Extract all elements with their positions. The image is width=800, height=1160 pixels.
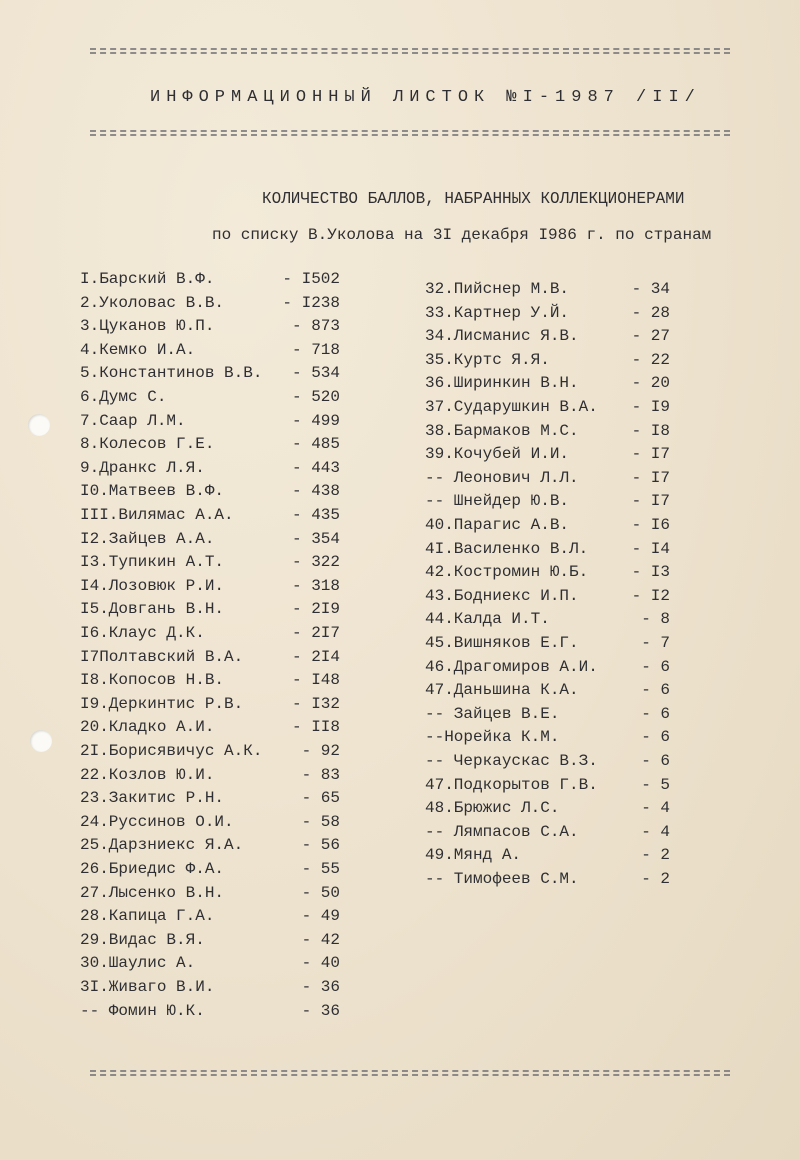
collector-score: - 2I9 [291,600,340,619]
list-item [80,860,370,882]
collector-score: - 34 [631,280,670,298]
collector-name: 32.Пийснер М.В. [425,280,570,298]
list-item [80,577,370,599]
list-item [425,374,680,396]
bottom-divider [90,1070,730,1076]
list-item [425,563,680,585]
list-item [80,789,370,811]
collector-name: 26.Бриедис Ф.А. [80,860,225,878]
collector-score: - 499 [291,411,340,430]
collector-score: - 22 [631,350,670,369]
collector-score: - 322 [291,553,340,572]
collector-name: 28.Капица Г.А. [80,907,215,926]
collector-score: - 6 [641,752,670,770]
list-item [425,728,680,750]
collector-score: - 40 [301,954,340,973]
collector-name: 43.Бодниекс И.П. [425,586,579,605]
collector-score: - 49 [301,907,340,926]
list-item [80,836,370,858]
list-item [425,304,680,326]
collector-name: I4.Лозовюк Р.И. [80,576,225,595]
list-item [80,624,370,646]
collector-score: - I9 [631,398,670,416]
collector-score: - 28 [631,303,670,322]
list-item [80,553,370,575]
collector-score: - 2I4 [291,647,340,666]
list-item [425,610,680,632]
collector-name: 23.Закитис Р.Н. [80,789,225,808]
collector-name: 7.Саар Л.М. [80,411,186,430]
list-item [425,516,680,538]
collector-score: - I48 [291,671,340,690]
collector-name: 30.Шаулис А. [80,954,196,973]
collector-score: - 2 [641,846,670,865]
list-item [425,445,680,467]
list-item [80,341,370,363]
list-item [80,884,370,906]
collector-name: III.Вилямас А.А. [80,506,234,524]
collector-score: - 42 [301,930,340,949]
list-item [80,978,370,1000]
list-item [80,506,370,528]
collector-score: - 7 [641,634,670,652]
collector-score: - 435 [291,506,340,524]
list-item [425,681,680,703]
collector-score: - 4 [641,822,670,841]
collector-name: -- Зайцев В.Е. [425,704,560,723]
collector-score: - 50 [301,883,340,902]
list-item [80,648,370,670]
collector-score: - 92 [301,742,340,760]
collector-score: - I7 [631,468,670,487]
list-item [425,587,680,609]
collector-name: 4I.Василенко В.Л. [425,539,589,558]
list-item [425,752,680,774]
collector-score: - I2 [631,586,670,605]
collector-score: - 2 [641,870,670,888]
list-item [425,469,680,491]
collector-name: 4.Кемко И.А. [80,340,196,359]
list-item [425,540,680,562]
collector-name: -- Шнейдер Ю.В. [425,492,570,511]
list-item [425,846,680,868]
list-item [80,907,370,929]
list-item [80,600,370,622]
collector-score: - 6 [641,657,670,676]
list-item [425,492,680,514]
list-item [425,799,680,821]
collector-name: -- Черкаускас В.З. [425,752,598,770]
list-item [80,718,370,740]
list-item [425,280,680,302]
list-item [80,435,370,457]
collector-score: - I7 [631,492,670,511]
heading-line-2: по списку В.Уколова на 3I декабря I986 г. по странам [212,226,712,244]
list-item [80,364,370,386]
collector-name: 35.Куртс Я.Я. [425,350,550,369]
collector-name: 33.Картнер У.Й. [425,303,570,322]
list-item [80,270,370,292]
collector-name: 45.Вишняков Е.Г. [425,634,579,652]
collector-score: - 318 [291,576,340,595]
collector-name: --Норейка К.М. [425,728,560,747]
collector-name: I8.Копосов Н.В. [80,671,225,690]
collector-name: -- Леонович Л.Л. [425,468,579,487]
list-item [425,776,680,798]
collector-score: - 8 [641,610,670,629]
collector-name: 2.Уколовас В.В. [80,293,225,312]
collector-name: 3.Цуканов Ю.П. [80,317,215,336]
list-item [80,459,370,481]
list-item [425,634,680,656]
collector-score: - 36 [301,1001,340,1020]
list-item [80,695,370,717]
collector-name: 46.Драгомиров А.И. [425,657,598,676]
collector-name: -- Лямпасов С.А. [425,822,579,841]
collector-score: - 27 [631,327,670,346]
collector-score: - 534 [291,364,340,383]
collector-score: - 36 [301,978,340,996]
list-item [425,398,680,420]
collector-score: - 5 [641,775,670,794]
collector-score: - 438 [291,482,340,501]
punch-hole-upper [28,414,50,436]
collector-score: - 6 [641,704,670,723]
collector-score: - 20 [631,374,670,393]
collector-score: - I4 [631,539,670,558]
collector-name: I6.Клаус Д.К. [80,624,205,642]
top-divider-upper [90,48,730,54]
collector-name: 5.Константинов В.В. [80,364,263,383]
collector-name: I.Барский В.Ф. [80,270,215,288]
punch-hole-lower [30,730,52,752]
list-item [80,931,370,953]
list-item [425,705,680,727]
list-item [80,813,370,835]
collector-score: - 55 [301,860,340,878]
collector-name: 49.Мянд А. [425,846,522,865]
collector-name: I7Полтавский В.А. [80,647,244,666]
heading-line-1: КОЛИЧЕСТВО БАЛЛОВ, НАБРАННЫХ КОЛЛЕКЦИОНЕРАМИ [262,189,685,209]
list-item [80,954,370,976]
collector-name: 42.Костромин Ю.Б. [425,563,589,582]
collector-score: - 2I7 [291,624,340,642]
collector-name: 47.Даньшина К.А. [425,681,579,700]
list-item [425,327,680,349]
list-item [80,412,370,434]
collector-score: - 485 [291,435,340,454]
collector-score: - 354 [291,529,340,548]
collector-score: - 65 [301,789,340,808]
collector-name: 24.Руссинов О.И. [80,812,234,831]
collector-score: - 6 [641,728,670,747]
collector-name: I3.Тупикин А.Т. [80,553,225,572]
collector-name: 44.Калда И.Т. [425,610,550,629]
list-item [425,870,680,892]
collector-name: 27.Лысенко В.Н. [80,883,225,902]
collector-score: - I238 [282,293,340,312]
top-divider-lower [90,130,730,136]
collector-name: 47.Подкорытов Г.В. [425,775,598,794]
list-item [80,742,370,764]
collector-score: - I32 [291,694,340,713]
collector-score: - I6 [631,516,670,534]
collector-score: - I3 [631,563,670,582]
collector-score: - 873 [291,317,340,336]
collector-name: I5.Довгань В.Н. [80,600,225,619]
collector-score: - 58 [301,812,340,831]
list-item [425,351,680,373]
list-item [80,671,370,693]
list-item [425,658,680,680]
list-item [80,482,370,504]
collector-name: 22.Козлов Ю.И. [80,765,215,784]
list-item [80,388,370,410]
list-item [80,1002,370,1024]
collector-score: - I8 [631,421,670,440]
collector-name: 40.Парагис А.В. [425,516,570,534]
collector-score: - II8 [291,718,340,737]
collector-score: - 520 [291,388,340,406]
list-item [80,317,370,339]
collector-name: 29.Видас В.Я. [80,930,205,949]
collector-name: I0.Матвеев В.Ф. [80,482,225,501]
collector-score: - I7 [631,445,670,464]
collector-name: 48.Брюжис Л.С. [425,799,560,818]
collector-name: -- Тимофеев С.М. [425,870,579,888]
collector-name: 6.Думс С. [80,388,167,406]
collector-name: 36.Ширинкин В.Н. [425,374,579,393]
collector-name: 25.Дарзниекс Я.А. [80,836,244,855]
collector-name: 34.Лисманис Я.В. [425,327,579,346]
collector-name: 3I.Живаго В.И. [80,978,215,996]
list-item [80,766,370,788]
list-item [425,823,680,845]
collector-score: - 6 [641,681,670,700]
collector-score: - 4 [641,799,670,818]
collector-score: - 56 [301,836,340,855]
collector-name: 2I.Борисявичус А.К. [80,742,263,760]
collector-score: - I502 [282,270,340,288]
list-item [80,530,370,552]
collector-name: 20.Кладко А.И. [80,718,215,737]
collector-name: I9.Деркинтис Р.В. [80,694,244,713]
collector-name: 38.Бармаков М.С. [425,421,579,440]
collector-name: I2.Зайцев А.А. [80,529,215,548]
collector-name: 37.Сударушкин В.А. [425,398,598,416]
document-title: ИНФОРМАЦИОННЫЙ ЛИСТОК №I-1987 /II/ [150,88,701,107]
collector-score: - 83 [301,765,340,784]
list-item [80,294,370,316]
list-item [425,422,680,444]
collector-name: -- Фомин Ю.К. [80,1001,205,1020]
collector-score: - 718 [291,340,340,359]
collector-name: 39.Кочубей И.И. [425,445,570,464]
collector-name: 8.Колесов Г.Е. [80,435,215,454]
collector-name: 9.Дранкс Л.Я. [80,458,205,477]
collector-score: - 443 [291,458,340,477]
